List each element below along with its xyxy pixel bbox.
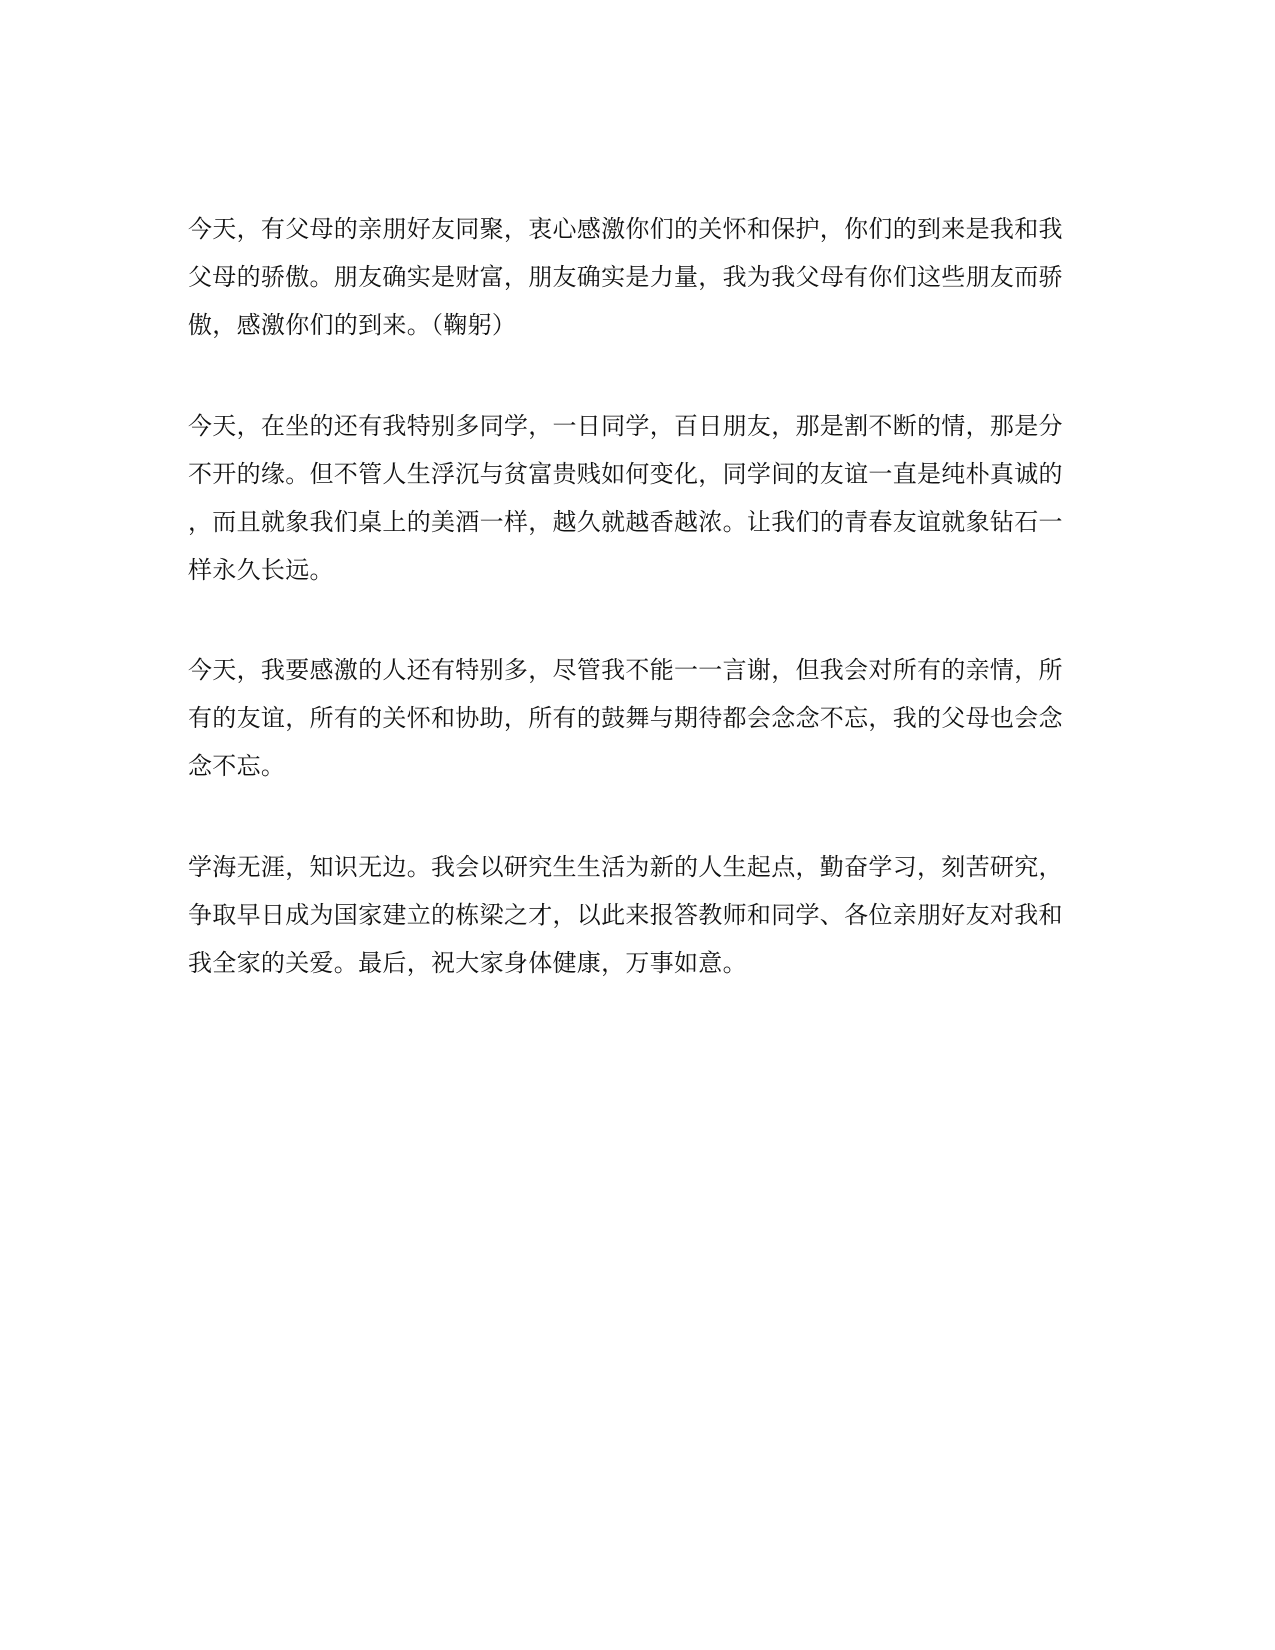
paragraph-4-line-1: 学海无涯，知识无边。我会以研究生生活为新的人生起点，勤奋学习，刻苦研究， [188, 853, 1063, 881]
paragraph-4-line-3: 我全家的关爱。最后，祝大家身体健康，万事如意。 [188, 949, 747, 977]
paragraph-1-line-2: 父母的骄傲。朋友确实是财富，朋友确实是力量，我为我父母有你们这些朋友而骄 [188, 263, 1063, 291]
paragraph-4-line-2: 争取早日成为国家建立的栋梁之才，以此来报答教师和同学、各位亲朋好友对我和 [188, 901, 1063, 929]
paragraph-3-line-2: 有的友谊，所有的关怀和协助，所有的鼓舞与期待都会念念不忘，我的父母也会念 [188, 704, 1063, 732]
paragraph-2-line-3: ，而且就象我们桌上的美酒一样，越久就越香越浓。让我们的青春友谊就象钻石一 [188, 508, 1063, 536]
paragraph-1-line-1: 今天，有父母的亲朋好友同聚，衷心感激你们的关怀和保护，你们的到来是我和我 [188, 215, 1063, 243]
paragraph-2-line-2: 不开的缘。但不管人生浮沉与贫富贵贱如何变化，同学间的友谊一直是纯朴真诚的 [188, 460, 1063, 488]
paragraph-2-line-1: 今天，在坐的还有我特别多同学，一日同学，百日朋友，那是割不断的情，那是分 [188, 412, 1063, 440]
paragraph-3-line-3: 念不忘。 [188, 752, 286, 780]
paragraph-2-line-4: 样永久长远。 [188, 556, 334, 584]
paragraph-1-line-3: 傲，感激你们的到来。（鞠躬） [188, 311, 517, 339]
paragraph-3-line-1: 今天，我要感激的人还有特别多，尽管我不能一一言谢，但我会对所有的亲情，所 [188, 656, 1063, 684]
